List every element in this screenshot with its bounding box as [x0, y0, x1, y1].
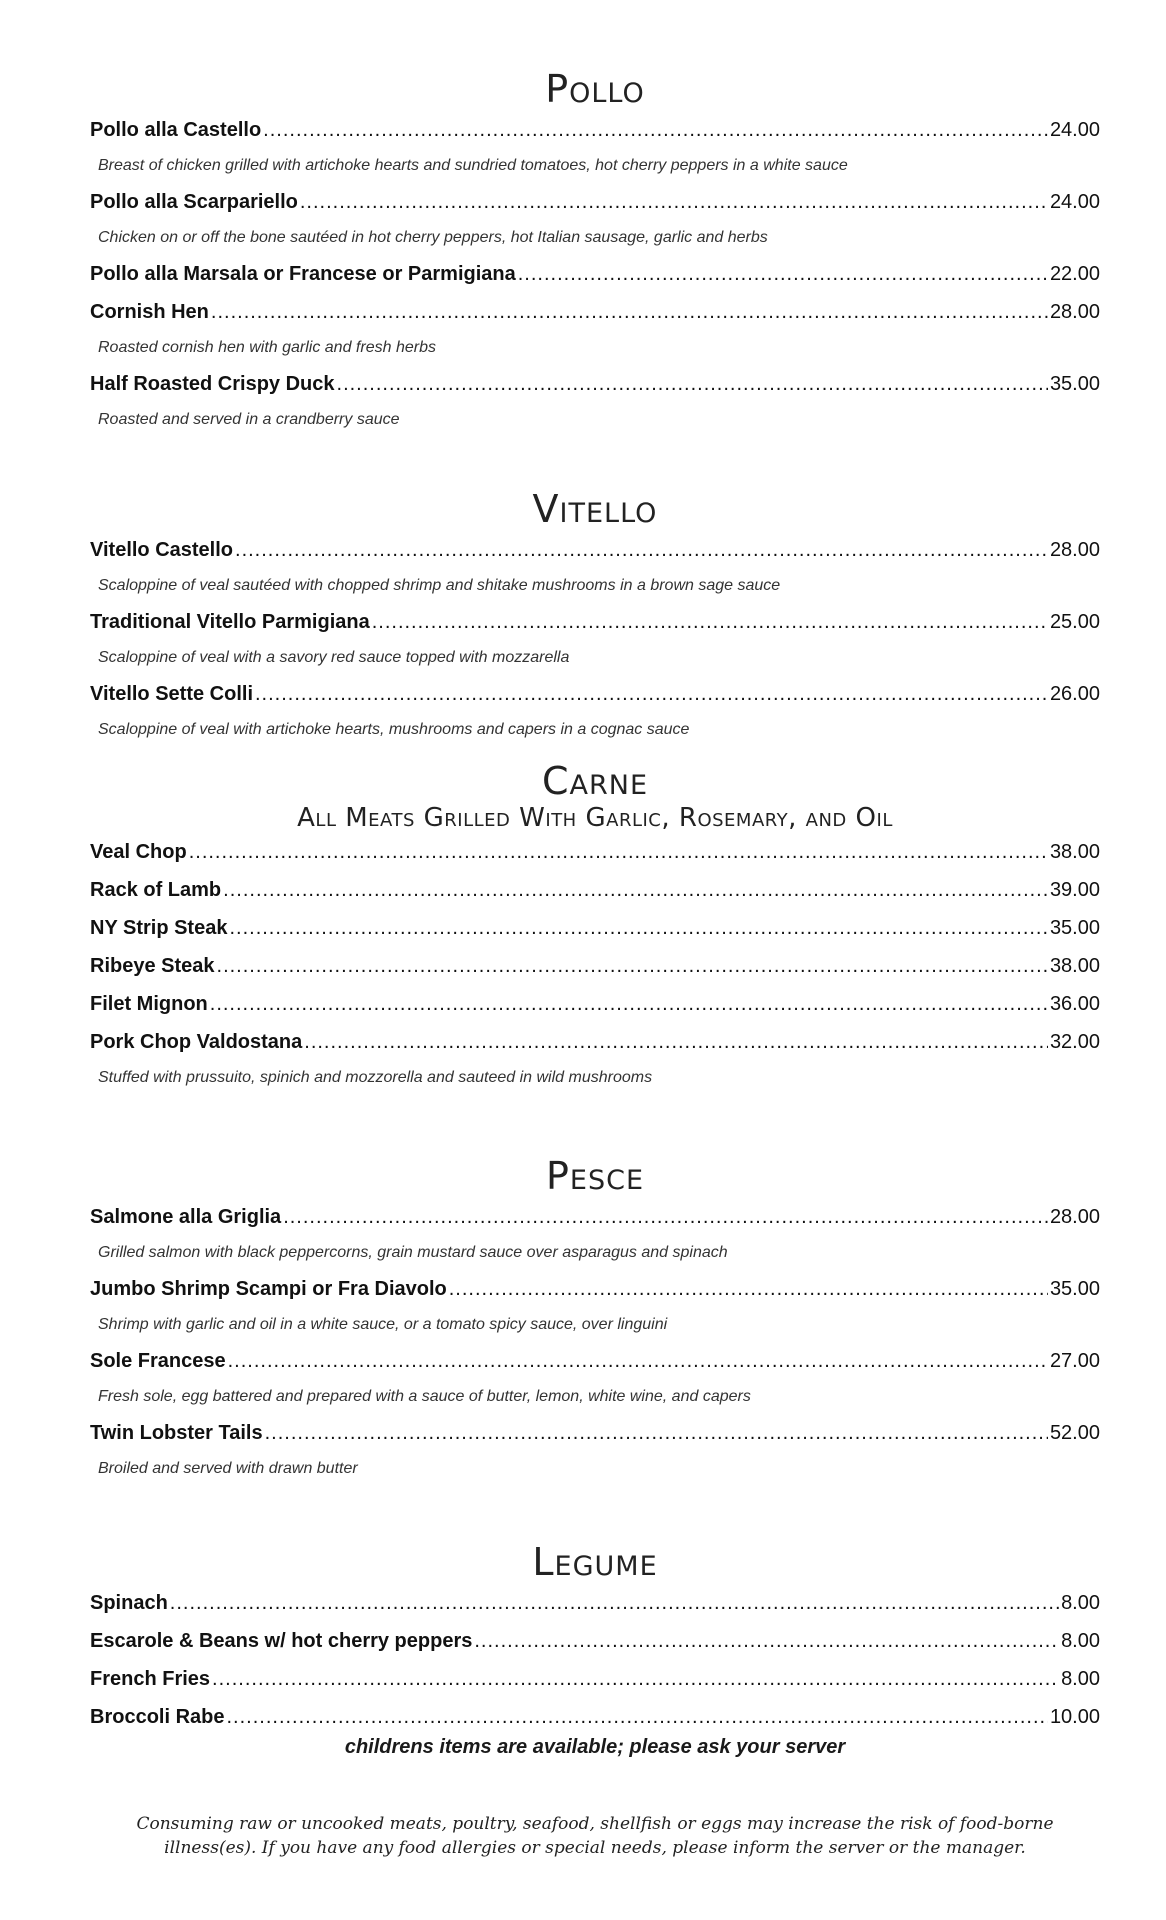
section-title: Carne — [541, 759, 649, 803]
item-price: 28.00 — [1049, 1206, 1100, 1228]
item-price: 24.00 — [1049, 119, 1100, 141]
menu-item — [90, 255, 1100, 293]
menu-item — [90, 909, 1100, 947]
menu-item — [90, 1414, 1100, 1452]
item-price: 27.00 — [1049, 1350, 1100, 1372]
menu-item — [90, 947, 1100, 985]
item-price: 8.00 — [1061, 1630, 1100, 1652]
item-price: 22.00 — [1049, 263, 1100, 285]
item-name: French Fries — [90, 1668, 211, 1690]
menu-item — [90, 365, 1100, 403]
item-price: 28.00 — [1049, 301, 1100, 323]
item-price: 35.00 — [1049, 1278, 1100, 1300]
item-price: 10.00 — [1049, 1706, 1100, 1728]
item-name: Rack of Lamb — [90, 879, 222, 901]
item-name: Vitello Sette Colli — [90, 683, 253, 705]
leader-dots — [212, 1660, 1059, 1698]
item-name: Ribeye Steak — [90, 955, 215, 977]
item-price: 24.00 — [1049, 191, 1100, 213]
leader-dots — [283, 1198, 1048, 1236]
menu-item — [90, 833, 1100, 871]
menu-item — [90, 1660, 1100, 1698]
menu-item — [90, 603, 1100, 641]
item-description: Stuffed with prussuito, spinich and mozzorella and sauteed in wild mushrooms — [98, 1069, 653, 1086]
item-description: Scaloppine of veal with artichoke hearts, mushrooms and capers in a cognac sauce — [98, 721, 690, 738]
item-name: Jumbo Shrimp Scampi or Fra Diavolo — [90, 1278, 447, 1300]
menu-item — [90, 1698, 1100, 1736]
item-name: Pollo alla Scarpariello — [90, 191, 298, 213]
item-price: 39.00 — [1049, 879, 1100, 901]
leader-dots — [223, 871, 1048, 909]
section-pesce — [90, 1154, 1100, 1486]
leader-dots — [263, 111, 1048, 149]
item-description: Scaloppine of veal with a savory red sauce topped with mozzarella — [98, 649, 570, 666]
item-price: 35.00 — [1049, 373, 1100, 395]
food-safety-disclaimer: Consuming raw or uncooked meats, poultry, seafood, shellfish or eggs may increase the risk of food-borne illness(es). If you have any food allergies or special needs, please inform the server or the manager. — [136, 1814, 1054, 1858]
item-price: 8.00 — [1061, 1592, 1100, 1614]
menu-item — [90, 1584, 1100, 1622]
item-name: Filet Mignon — [90, 993, 208, 1015]
item-description: Shrimp with garlic and oil in a white sauce, or a tomato spicy sauce, over linguini — [98, 1316, 668, 1333]
menu-item — [90, 293, 1100, 331]
item-description: Roasted cornish hen with garlic and fresh herbs — [98, 339, 436, 356]
item-price: 35.00 — [1049, 917, 1100, 939]
section-title: Vitello — [532, 487, 658, 531]
item-description: Scaloppine of veal sautéed with chopped shrimp and shitake mushrooms in a brown sage sauce — [98, 577, 781, 594]
leader-dots — [226, 1698, 1047, 1736]
leader-dots — [255, 675, 1048, 713]
item-price: 26.00 — [1049, 683, 1100, 705]
menu-item — [90, 871, 1100, 909]
item-description: Broiled and served with drawn butter — [98, 1460, 358, 1477]
section-carne — [90, 759, 1100, 1095]
item-price: 38.00 — [1049, 841, 1100, 863]
leader-dots — [518, 255, 1048, 293]
leader-dots — [300, 183, 1048, 221]
section-legume — [90, 1540, 1100, 1736]
item-description: Chicken on or off the bone sautéed in hot cherry peppers, hot Italian sausage, garlic and herbs — [98, 229, 768, 246]
menu-item — [90, 531, 1100, 569]
menu-item — [90, 1342, 1100, 1380]
item-name: Escarole & Beans w/ hot cherry peppers — [90, 1630, 473, 1652]
menu-item — [90, 1198, 1100, 1236]
item-description: Breast of chicken grilled with artichoke hearts and sundried tomatoes, hot cherry peppers in a white sauce — [98, 157, 848, 174]
section-title: Pesce — [545, 1154, 645, 1198]
item-name: Pollo alla Castello — [90, 119, 262, 141]
section-pollo — [90, 67, 1100, 437]
item-price: 28.00 — [1049, 539, 1100, 561]
leader-dots — [189, 833, 1048, 871]
section-vitello — [90, 487, 1100, 747]
item-name: Cornish Hen — [90, 301, 209, 323]
leader-dots — [217, 947, 1048, 985]
item-description: Roasted and served in a crandberry sauce — [98, 411, 400, 428]
item-price: 52.00 — [1049, 1422, 1100, 1444]
menu-item — [90, 183, 1100, 221]
item-name: Twin Lobster Tails — [90, 1422, 263, 1444]
item-description: Fresh sole, egg battered and prepared with a sauce of butter, lemon, white wine, and capers — [98, 1388, 751, 1405]
item-price: 32.00 — [1049, 1031, 1100, 1053]
item-price: 38.00 — [1049, 955, 1100, 977]
leader-dots — [210, 985, 1048, 1023]
menu-item — [90, 1270, 1100, 1308]
item-name: Broccoli Rabe — [90, 1706, 225, 1728]
item-name: Pollo alla Marsala or Francese or Parmigiana — [90, 263, 516, 285]
item-name: Vitello Castello — [90, 539, 234, 561]
item-price: 8.00 — [1061, 1668, 1100, 1690]
menu-item — [90, 111, 1100, 149]
item-price: 36.00 — [1049, 993, 1100, 1015]
item-name: Salmone alla Griglia — [90, 1206, 282, 1228]
leader-dots — [170, 1584, 1059, 1622]
item-price: 25.00 — [1049, 611, 1100, 633]
item-name: Veal Chop — [90, 841, 187, 863]
leader-dots — [229, 909, 1047, 947]
leader-dots — [449, 1270, 1048, 1308]
item-name: Half Roasted Crispy Duck — [90, 373, 335, 395]
leader-dots — [474, 1622, 1059, 1660]
leader-dots — [265, 1414, 1048, 1452]
item-name: Traditional Vitello Parmigiana — [90, 611, 370, 633]
item-name: Spinach — [90, 1592, 168, 1614]
item-name: NY Strip Steak — [90, 917, 228, 939]
menu-item — [90, 1622, 1100, 1660]
leader-dots — [211, 293, 1048, 331]
leader-dots — [372, 603, 1048, 641]
children-note: childrens items are available; please ask your server — [344, 1736, 846, 1758]
menu-item — [90, 985, 1100, 1023]
section-title: Legume — [532, 1540, 658, 1584]
item-name: Sole Francese — [90, 1350, 226, 1372]
leader-dots — [304, 1023, 1048, 1061]
leader-dots — [235, 531, 1048, 569]
item-name: Pork Chop Valdostana — [90, 1031, 303, 1053]
leader-dots — [228, 1342, 1048, 1380]
section-subtitle: All Meats Grilled With Garlic, Rosemary, and Oil — [297, 803, 893, 833]
section-title: Pollo — [545, 67, 645, 111]
leader-dots — [337, 365, 1048, 403]
item-description: Grilled salmon with black peppercorns, grain mustard sauce over asparagus and spinach — [98, 1244, 728, 1261]
menu-item — [90, 1023, 1100, 1061]
menu-item — [90, 675, 1100, 713]
